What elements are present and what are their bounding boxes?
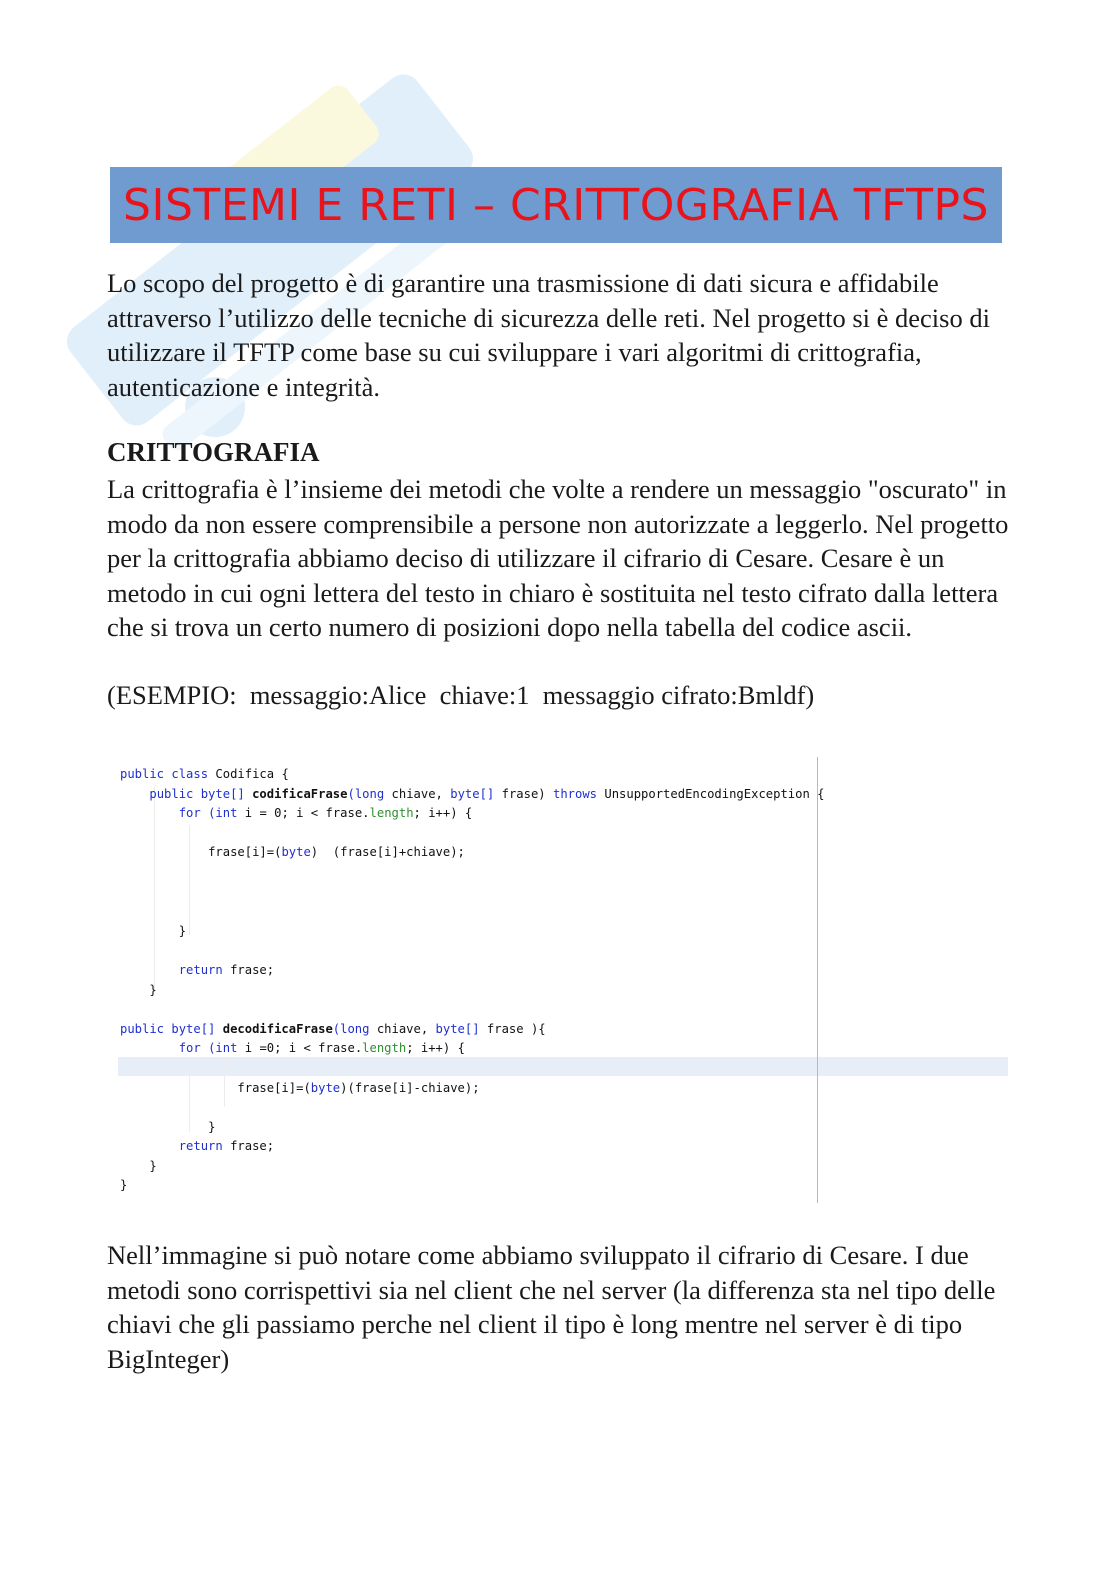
title-banner [110, 167, 1002, 243]
intro-paragraph: Lo scopo del progetto è di garantire una trasmissione di dati sicura e affidabile attraverso l’utilizzo delle tecniche di sicurezza delle reti. Nel progetto si è deciso di utilizzare il TFTP come base su cui sviluppare i vari algoritmi di crittografia, autenticazione e integrità. [107, 268, 990, 402]
example-line: (ESEMPIO: messaggio:Alice chiave:1 messaggio cifrato:Bmldf) [107, 680, 815, 710]
conclusion-paragraph: Nell’immagine si può notare come abbiamo sviluppato il cifrario di Cesare. I due metodi sono corrispettivi sia nel client che nel server (la differenza sta nel tipo delle chiavi che gli passiamo perche nel client il tipo è long mentre nel server è di tipo BigInteger) [107, 1240, 996, 1374]
code-screenshot [118, 757, 1008, 1203]
code-listing: public class Codifica { public byte[] codificaFrase(long chiave, byte[] frase) throws UnsupportedEncodingException { for (int i = 0; i < frase.length; i++) { frase[i]=(byte) (frase[i]+chiave); } return frase; } public byte[] decodificaFrase(long chiave, byte[] frase ){ for (int i =0; i < frase.length; i++) { frase[i]=(byte)(frase[i]-chiave); } return frase; } } [120, 767, 825, 1193]
section-heading: CRITTOGRAFIA [107, 437, 320, 467]
section-body: La crittografia è l’insieme dei metodi che volte a rendere un messaggio "oscurato" in modo da non essere comprensibile a persone non autorizzate a leggerlo. Nel progetto per la crittografia abbiamo deciso di utilizzare il cifrario di Cesare. Cesare è un metodo in cui ogni lettera del testo in chiaro è sostituita nel testo cifrato dalla lettera che si trova un certo numero di posizioni dopo nella tabella del codice ascii. [107, 474, 1009, 642]
document-title: SISTEMI E RETI – CRITTOGRAFIA TFTPS [123, 179, 989, 231]
